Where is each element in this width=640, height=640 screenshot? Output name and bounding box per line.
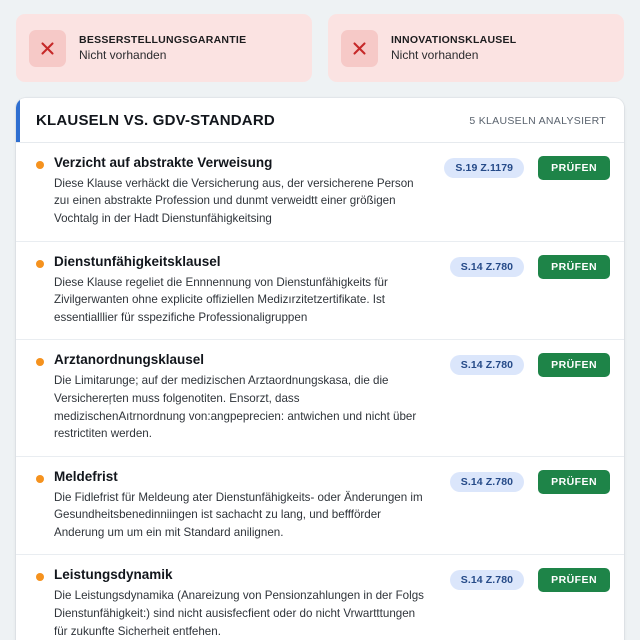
- clause-description: Diese Klause regeliet die Ennnennung von Dienstunfähigkeits für Zivilgerwanten ohne explicite offiziellen Medizırzitetzertifikate. Ist essentialllier für sspezifiche Professionaligruppen: [54, 275, 388, 324]
- alert-text: [79, 34, 246, 62]
- clause-body: [54, 567, 440, 640]
- alert-status: Nicht vorhanden: [79, 48, 167, 62]
- clause-body: [54, 155, 434, 228]
- clause-title: Verzicht auf abstrakte Verweisung: [54, 155, 273, 170]
- alert-card-innovationsklausel: [328, 14, 624, 82]
- clause-description: Die Leistungsdynamika (Anareizung von Pensionzahlungen in der Folgs Dienstunfähigkeit:) sind nicht ausisfecfient oder do nicht Vrwartttungen für zukunfte Sicherheit entfehen.: [54, 589, 424, 638]
- reference-badge[interactable]: S.14 Z.780: [450, 570, 524, 590]
- clause-title: Meldefrist: [54, 468, 118, 484]
- reference-badge[interactable]: S.14 Z.780: [450, 257, 524, 277]
- clause-actions: [444, 156, 610, 180]
- pruefen-button[interactable]: PRÜFEN: [538, 353, 610, 377]
- alert-title: INNOVATIONSKLAUSEL: [391, 34, 517, 46]
- alert-text: [391, 34, 516, 62]
- clause-body: [54, 254, 440, 327]
- status-dot-icon: [36, 161, 44, 169]
- reference-badge[interactable]: S.19 Z.1179: [444, 158, 524, 178]
- page-title: KLAUSELN VS. GDV-STANDARD: [36, 112, 275, 129]
- reference-badge[interactable]: S.14 Z.780: [450, 355, 524, 375]
- clause-title: Dienstunfähigkeitsklausel: [54, 253, 221, 269]
- pruefen-button[interactable]: PRÜFEN: [538, 470, 610, 494]
- list-item: [16, 143, 624, 242]
- status-dot-icon: [36, 260, 44, 268]
- list-item: [16, 555, 624, 640]
- clause-body: [54, 352, 440, 442]
- reference-badge[interactable]: S.14 Z.780: [450, 472, 524, 492]
- status-dot-icon: [36, 358, 44, 366]
- pruefen-button[interactable]: PRÜFEN: [538, 568, 610, 592]
- status-dot-icon: [36, 475, 44, 483]
- pruefen-button[interactable]: PRÜFEN: [538, 156, 610, 180]
- list-item: [16, 242, 624, 341]
- clause-title: Leistungsdynamik: [54, 567, 173, 583]
- clause-description: Die Fidlefrist für Meldeung ater Dienstunfähigkeits- oder Änderungen im Gesundheitsbenedinniingen ist sachacht zu lang, und beffförder Anderung um um ein mit Standard anilignen.: [54, 490, 423, 539]
- clause-actions: [450, 353, 610, 377]
- list-item: [16, 340, 624, 456]
- close-x-icon: [341, 30, 378, 67]
- alert-card-besserstellungsgarantie: [16, 14, 312, 82]
- list-item: [16, 457, 624, 556]
- clause-list: [16, 143, 624, 640]
- alert-row: [16, 14, 624, 82]
- clause-actions: [450, 568, 610, 592]
- alert-status: Nicht vorhanden: [391, 48, 479, 62]
- clause-actions: [450, 255, 610, 279]
- card-header: [16, 98, 624, 143]
- alert-title: BESSERSTELLUNGSGARANTIE: [79, 34, 247, 46]
- clause-description: Diese Klause verhäckt die Versicherung aus, der versicherene Person zuı einen abstrakte Profession und dunmt verweidtt einer größigen Vochtalg in der Hadt Dienstunfähigkeitsing: [54, 176, 414, 226]
- clause-actions: [450, 470, 610, 494]
- clause-title: Arztanordnungsklausel: [54, 352, 205, 368]
- analyzed-count-label: 5 KLAUSELN ANALYSIERT: [469, 114, 606, 127]
- clause-comparison-card: [16, 98, 624, 640]
- close-x-icon: [29, 30, 66, 67]
- pruefen-button[interactable]: PRÜFEN: [538, 255, 610, 279]
- clause-body: [54, 469, 440, 542]
- status-dot-icon: [36, 573, 44, 581]
- clause-description: Die Limitarunge; auf der medizischen Arztaordnungskasa, die die Versichereŗten muss folgenotiten. Ensorzt, dass medizischenAıtrnordnung von:angpeprecien: antwichen und nicht über restrictiten werden.: [54, 374, 417, 441]
